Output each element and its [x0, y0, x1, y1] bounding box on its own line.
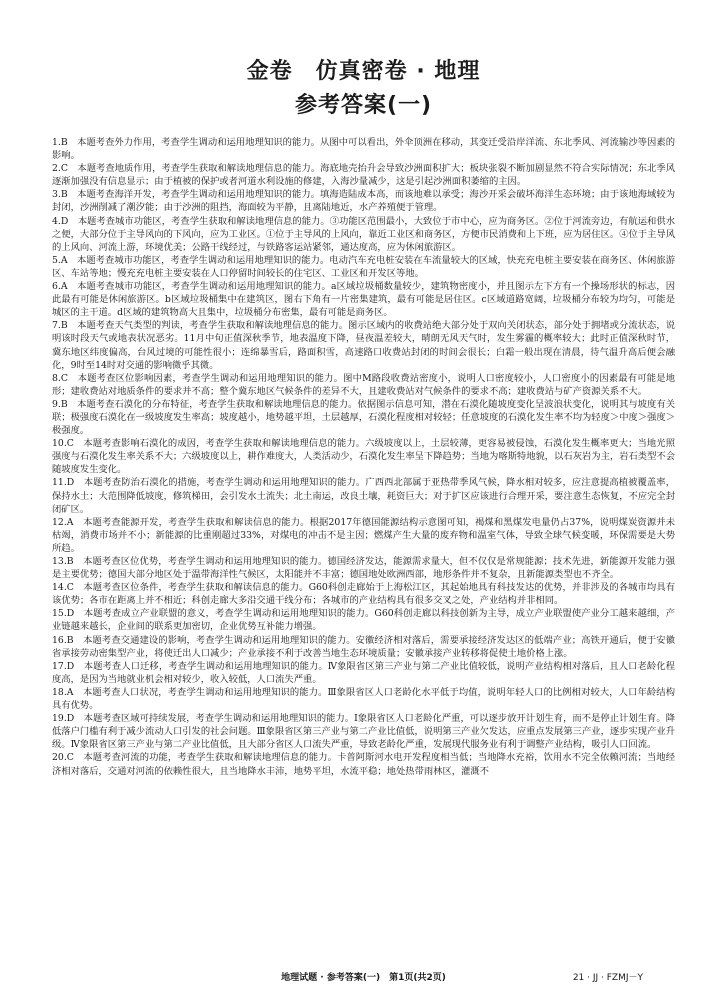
answer-number: 18. — [52, 686, 67, 698]
answer-item — [52, 751, 675, 777]
answer-number: 10. — [52, 438, 67, 450]
answer-number: 16. — [52, 634, 67, 646]
answer-item — [52, 476, 675, 515]
answer-number: 5. — [52, 254, 61, 266]
answer-number: 19. — [52, 713, 67, 725]
answer-item — [52, 136, 675, 162]
answer-item — [52, 634, 675, 660]
answer-number: 4. — [52, 215, 61, 227]
answer-text: B 本题考查石漠化的分布特征，考查学生获取和解读地理信息的能力。依据图示信息可知，潜在石漠化随坡度变化呈波浪状变化，说明其与坡度有关联；极强度石漠化在一级坡度发生率高；坡度越小，地势越平坦，土层越厚，石漠化程度相对较轻；任意坡度的石漠化发生率不均为轻度＞中度＞强度＞极强度。 — [52, 398, 675, 437]
answer-item — [52, 162, 675, 188]
footer-code: 21 · JJ · FZMJ－Y — [572, 973, 643, 983]
answer-number: 13. — [52, 556, 67, 567]
answer-number: 12. — [52, 516, 67, 528]
answer-number: 14. — [52, 582, 67, 594]
answer-item — [52, 372, 675, 398]
answer-number: 20. — [52, 752, 67, 764]
answer-text: A 本题考查能源开发，考查学生获取和解读信息的能力。根据2017年德国能源结构示意图可知，褐煤和黑煤发电量仍占37%，说明煤炭资源并未枯竭，消费市场并不小；新能源的比重刚超过33%，对煤电的冲击不是主因；燃煤产生大量的废弃物和温室气体，导致全球气候变暖，环保需要是大势所趋。 — [52, 516, 675, 554]
answer-text: B 本题考查外力作用，考查学生调动和运用地理知识的能力。从图中可以看出，外伞顶洲在移动，其变迁受沿岸洋流、东北季风、河流输沙等因素的影响。 — [52, 137, 675, 162]
answer-number: 2. — [52, 163, 61, 175]
answer-item — [52, 660, 675, 686]
answer-text: C 本题考查地质作用，考查学生获取和解读地理信息的能力。海底地壳抬升会导致沙洲面积扩大；板块张裂不断加剧显然不符合实际情况；东北季风逐渐加强没有信息显示；由于植被的保护或者河道水利设施的修建，入海沙量减少，这是引起沙洲面积萎缩的主因。 — [52, 163, 675, 188]
answer-text: A 本题考查城市功能区，考查学生调动和运用地理知识的能力。电动汽车充电桩安装在车流量较大的区域，快充充电桩主要安装在商务区、休闲旅游区、车站等地；慢充充电桩主要安装在人口停留时间较长的住宅区、工业区和开发区等地。 — [52, 254, 675, 279]
answer-item — [52, 686, 675, 712]
answer-text: D 本题考查区域可持续发展，考查学生调动和运用地理知识的能力。Ⅰ象限省区人口老龄化严重，可以逐步放开计划生育，而不是停止计划生育。降低落户门槛有利于减少流动人口引发的社会问题。Ⅲ象限省区第三产业与第二产业比值低，说明第三产业欠发达，应重点发展第三产业，逐步实现产业升级。Ⅳ象限省区第三产业与第二产业比值低，且大部分省区人口流失严重，导致老龄化严重，发展现代服务业有利于调整产业结构，吸引人口回流。 — [52, 713, 675, 751]
answer-text: A 本题考查人口状况，考查学生调动和运用地理知识的能力。Ⅲ象限省区人口老龄化水平低于均值，说明年轻人口的比例相对较大，人口年龄结构具有优势。 — [52, 686, 675, 712]
answer-item — [52, 607, 675, 633]
answer-text: D 本题考查城市功能区，考查学生获取和解读地理信息的能力。③功能区范围最小，大致位于市中心，应为商务区。②位于河流旁边，有航运和供水之便，大部分位于主导风向的下风向，应为工业区。①位于主导风的上风向，靠近工业区和商务区，方便市民消费和上下班，应为居住区。④位于主导风的上风向、河流上游，环境优美；公路干线经过，与铁路客运站紧邻，通达度高，应为休闲旅游区。 — [52, 215, 675, 253]
answer-number: 17. — [52, 660, 67, 672]
page-footer — [0, 970, 727, 986]
answer-text: C 本题考查区位影响因素，考查学生调动和运用地理知识的能力。图中M路段收费站密度小，说明人口密度较小，人口密度小的因素最有可能是地形；建收费站对地质条件的要求并不高；整个冀东地区气候条件的差异不大，且建收费站对气候条件的要求不高；建收费站与矿产资源关系不大。 — [52, 372, 675, 397]
answer-item — [52, 581, 675, 607]
answer-number: 8. — [52, 372, 61, 384]
answer-number: 1. — [52, 137, 61, 148]
answer-number: 11. — [52, 477, 67, 489]
answer-number: 6. — [52, 281, 61, 293]
answer-text: B 本题考查区位优势，考查学生调动和运用地理知识的能力。德国经济发达，能源需求量大，但不仅仅是常规能源；技术先进，新能源开发能力强是主要优势；德国大部分地区处于温带海洋性气候区，太阳能并不丰富；德国地处欧洲西部，地形条件并不复杂，且新能源类型也不齐全。 — [52, 556, 675, 581]
answer-number: 7. — [52, 320, 61, 332]
answer-text: A 本题考查城市功能区，考查学生调动和运用地理知识的能力。a区域垃圾桶数量较少，建筑物密度小，并且图示左下方有一个操场形状的标志，因此最有可能是休闲旅游区。b区域垃圾桶集中在建筑区，图右下角有一片密集建筑，最有可能是居住区。c区域道路宽阔，垃圾桶分布较为均匀，可能是城区的主干道。d区域的建筑物高大且集中，垃圾桶分布密集，最有可能是商务区。 — [52, 281, 675, 319]
answer-item — [52, 188, 675, 214]
answer-item — [52, 215, 675, 254]
answer-number: 9. — [52, 398, 61, 410]
answer-number: 15. — [52, 608, 67, 620]
answer-text: D 本题考查防治石漠化的措施，考查学生调动和运用地理知识的能力。广西西北部属于亚热带季风气候，降水相对较多，应注意提高植被覆盖率，保持水土；大范围降低坡度，修筑梯田，会引发水土流失；北土南运，改良土壤，耗资巨大；对于扩区应该进行合理开采，要注意生态恢复，不应完全封闭矿区。 — [52, 477, 675, 515]
page-subtitle: 参考答案(一) — [294, 93, 433, 118]
page-title: 金卷 仿真密卷 · 地理 — [246, 59, 481, 84]
answer-item — [52, 712, 675, 751]
answer-text: D 本题考查人口迁移，考查学生调动和运用地理知识的能力。Ⅳ象限省区第三产业与第二产业比值较低，说明产业结构相对落后，且人口老龄化程度高，是因为当地就业机会相对较少，收入较低，人口流失严重。 — [52, 660, 675, 685]
answer-text: B 本题考查海洋开发，考查学生调动和运用地理知识的能力。填海造陆成本高，而该地难以承受；海沙开采会破坏海洋生态环境；由于该地海域较为封闭，沙洲削减了潮汐能；由于沙洲的阻挡，海面较为平静，且离陆地近，水产养殖便于管理。 — [52, 189, 675, 214]
answer-text: C 本题考查区位条件，考查学生获取和解读信息的能力。G60科创走廊始于上海松江区，其起始地具有科技发达的优势，并非涉及的各城市均具有该优势；各市在距离上并不相近；科创走廊大多沿交通干线分布；各城市的产业结构具有很多交叉之处，产业结构并非相同。 — [52, 582, 675, 607]
answer-list — [52, 136, 675, 778]
answer-text: C 本题考查河流的功能，考查学生获取和解读地理信息的能力。卡普阿斯河水电开发程度相当低；当地降水充裕，饮用水不完全依赖河流；当地经济相对落后，交通对河流的依赖性很大，且当地降水丰沛，地势平坦，水流平稳；地处热带雨林区，灌溉不 — [52, 752, 675, 777]
answer-item — [52, 254, 675, 280]
answer-text: B 本题考查交通建设的影响，考查学生调动和运用地理知识的能力。安徽经济相对落后，需要承接经济发达区的低端产业；高铁开通后，便于安徽省承接劳动密集型产业，将使迁出人口减少；产业承接不利于改善当地生态环境质量；安徽承接产业转移将促使土地价格上涨。 — [52, 634, 675, 659]
answer-text: C 本题考查影响石漠化的成因，考查学生获取和解读地理信息的能力。六级坡度以上，土层较薄，更容易被侵蚀，石漠化发生概率更大；当地光照强度与石漠化发生率关系不大；六级坡度以上，耕作难度大，人类活动少，石漠化发生率呈下降趋势；当地为喀斯特地貌，以石灰岩为主，岩石类型不会随坡度发生变化。 — [52, 438, 675, 476]
answer-item — [52, 398, 675, 437]
footer-page-info: 地理试题 · 参考答案(一) 第1页(共2页) — [281, 973, 446, 983]
answer-item — [52, 319, 675, 371]
answer-item — [52, 555, 675, 581]
answer-item — [52, 437, 675, 476]
answer-number: 3. — [52, 189, 61, 201]
answer-item — [52, 280, 675, 319]
answer-text: D 本题考查成立产业联盟的意义，考查学生调动和运用地理知识的能力。G60科创走廊以科技创新为主导，成立产业联盟使产业分工越来越细，产业链越来越长，企业间的联系更加密切，企业优势互补能力增强。 — [52, 608, 675, 633]
answer-item — [52, 516, 675, 555]
answer-text: B 本题考查天气类型的判读，考查学生获取和解读地理信息的能力。图示区域内的收费站绝大部分处于双向关闭状态，部分处于拥堵或分流状态，说明该时段天气或地表状况恶劣。11月中旬正值深秋季节，地表温度下降，昼夜温差较大，晴朗无风天气时，发生雾霾的概率较大；此时正值深秋时节，冀东地区纬度偏高，台风过境的可能性很小；连绵暴雪后，路面积雪，高速路口收费站封闭的时间会很长；白霜一般出现在清晨，待气温升高后便会融化，9时至14时对交通的影响微乎其微。 — [52, 320, 675, 371]
